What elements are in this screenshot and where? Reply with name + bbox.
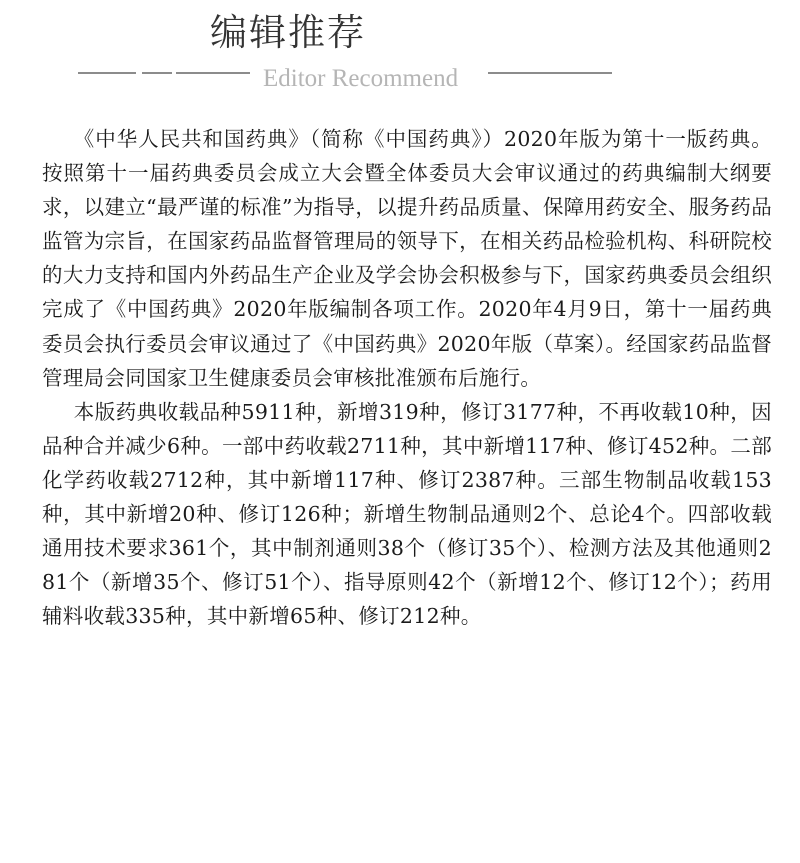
decorative-divider-left: [176, 72, 250, 74]
decorative-divider-left: [142, 72, 172, 74]
decorative-divider-right: [488, 72, 612, 74]
section-title: 编辑推荐: [210, 11, 366, 54]
paragraph: 《中华人民共和国药典》（简称《中国药典》）2020年版为第十一版药典。按照第十一届药典委员会成立大会暨全体委员大会审议通过的药典编制大纲要求，以建立“最严谨的标准”为指导，以提升药品质量、保障用药安全、服务药品监管为宗旨，在国家药品监督管理局的领导下，在相关药品检验机构、科研院校的大力支持和国内外药品生产企业及学会协会积极参与下，国家药典委员会组织完成了《中国药典》2020年版编制各项工作。2020年4月9日，第十一届药典委员会执行委员会审议通过了《中国药典》2020年版（草案）。经国家药品监督管理局会同国家卫生健康委员会审核批准颁布后施行。: [42, 127, 772, 390]
body-text: [42, 122, 772, 633]
decorative-divider-left: [78, 72, 136, 74]
section-subtitle: Editor Recommend: [263, 65, 459, 92]
section-header: [0, 0, 800, 110]
paragraph: 本版药典收载品种5911种，新增319种，修订3177种，不再收载10种，因品种合并减少6种。一部中药收载2711种，其中新增117种、修订452种。二部化学药收载2712种，其中新增117种、修订2387种。三部生物制品收载153种，其中新增20种、修订126种；新增生物制品通则2个、总论4个。四部收载通用技术要求361个，其中制剂通则38个（修订35个）、检测方法及其他通则281个（新增35个、修订51个）、指导原则42个（新增12个、修订12个）；药用辅料收载335种，其中新增65种、修订212种。: [42, 399, 772, 629]
